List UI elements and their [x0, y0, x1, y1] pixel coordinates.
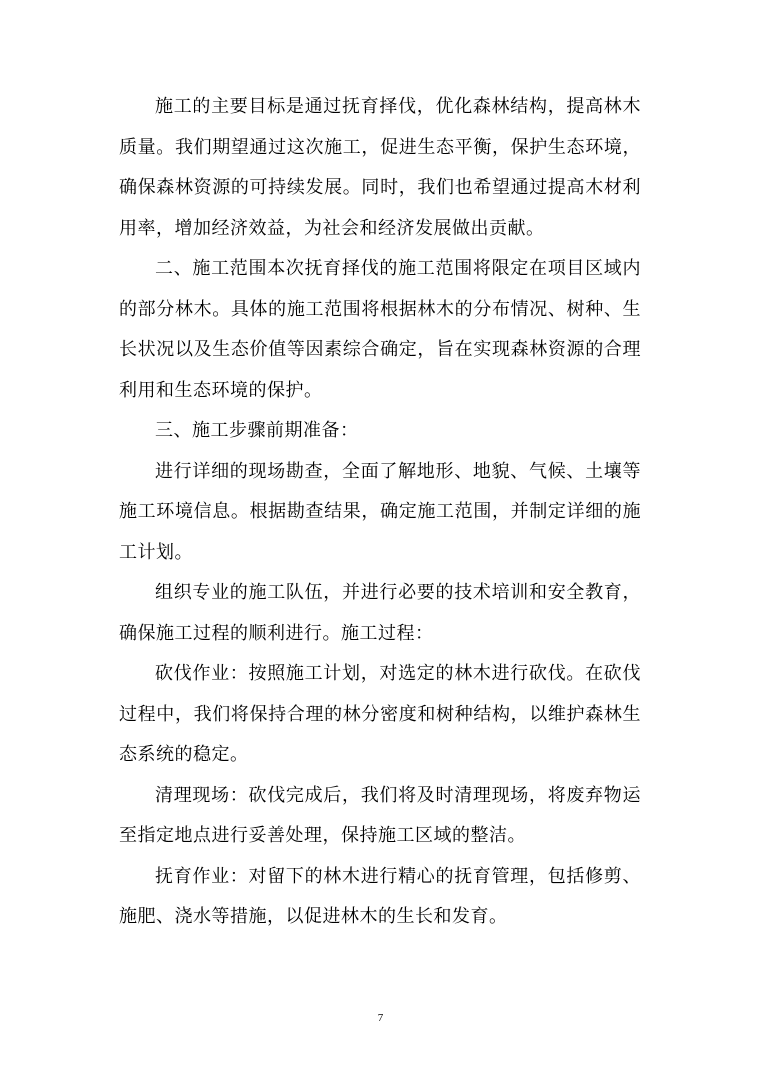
body-text	[119, 87, 641, 938]
paragraph-tending: 抚育作业：对留下的林木进行精心的抚育管理，包括修剪、施肥、浇水等措施，以促进林木的生长和发育。	[119, 865, 641, 927]
paragraph-goals: 施工的主要目标是通过抚育择伐，优化森林结构，提高林木质量。我们期望通过这次施工，促进生态平衡，保护生态环境，确保森林资源的可持续发展。同时，我们也希望通过提高木材利用率，增加经济效益，为社会和经济发展做出贡献。	[119, 96, 641, 239]
paragraph-felling: 砍伐作业：按照施工计划，对选定的林木进行砍伐。在砍伐过程中，我们将保持合理的林分密度和树种结构，以维护森林生态系统的稳定。	[119, 663, 641, 765]
paragraph-team: 组织专业的施工队伍，并进行必要的技术培训和安全教育，确保施工过程的顺利进行。施工过程：	[119, 582, 641, 644]
paragraph-steps-heading: 三、施工步骤前期准备：	[155, 420, 359, 441]
paragraph-site-survey: 进行详细的现场勘查，全面了解地形、地貌、气候、土壤等施工环境信息。根据勘查结果，确定施工范围，并制定详细的施工计划。	[119, 460, 641, 563]
paragraph-cleanup: 清理现场：砍伐完成后，我们将及时清理现场，将废弃物运至指定地点进行妥善处理，保持施工区域的整洁。	[119, 784, 641, 846]
page-number: 7	[377, 1012, 384, 1024]
paragraph-scope: 二、施工范围本次抚育择伐的施工范围将限定在项目区域内的部分林木。具体的施工范围将根据林木的分布情况、树种、生长状况以及生态价值等因素综合确定，旨在实现森林资源的合理利用和生态环境的保护。	[119, 258, 641, 401]
